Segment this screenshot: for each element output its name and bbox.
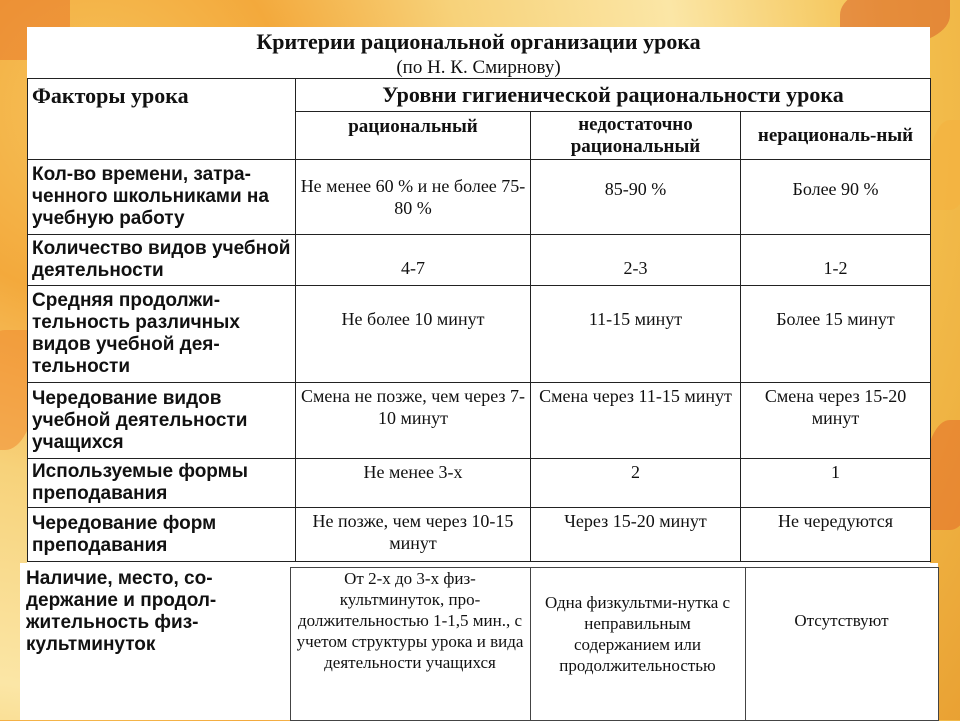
value-cell: 85-90 % <box>531 160 741 235</box>
table-row <box>28 459 931 508</box>
value-cell: Более 90 % <box>741 160 931 235</box>
factor-cell: Кол-во времени, затра-ченного школьниками на учебную работу <box>28 160 296 235</box>
factor-cell: Количество видов учебной деятельности <box>28 235 296 286</box>
value-cell: Не менее 3-х <box>296 459 531 508</box>
value-cell: 2 <box>531 459 741 508</box>
value-cell: Не менее 60 % и не более 75-80 % <box>296 160 531 235</box>
criteria-table-continuation <box>20 567 939 721</box>
factor-cell: Чередование форм преподавания <box>28 508 296 562</box>
value-cell: Отсутствуют <box>745 568 938 721</box>
table-row <box>28 235 931 286</box>
factor-cell: Наличие, место, со-держание и продол-жительность физ-культминуток <box>26 567 217 655</box>
factor-cell: Средняя продолжи-тельность различных видов учебной дея-тельности <box>28 286 296 383</box>
value-cell: 1-2 <box>741 235 931 286</box>
header-insufficient: недостаточно рациональный <box>531 112 741 160</box>
factor-cell: Чередование видов учебной деятельности учащихся <box>28 383 296 459</box>
table-row <box>28 508 931 562</box>
table-row <box>28 286 931 383</box>
value-cell: Смена через 11-15 минут <box>531 383 741 459</box>
value-cell: 11-15 минут <box>531 286 741 383</box>
header-irrational: нерациональ-ный <box>741 112 931 160</box>
slide-subtitle: (по Н. К. Смирнову) <box>396 57 561 78</box>
table-row <box>28 160 931 235</box>
value-cell: Одна физкультми-нутка с неправильным содержанием или продолжительностью <box>530 568 745 721</box>
table-row <box>28 383 931 459</box>
value-cell: Смена не позже, чем через 7-10 минут <box>296 383 531 459</box>
slide-title: Критерии рациональной организации урока <box>256 29 701 54</box>
value-cell: 2-3 <box>531 235 741 286</box>
value-cell: 4-7 <box>296 235 531 286</box>
value-cell: 1 <box>741 459 931 508</box>
value-cell: Смена через 15-20 минут <box>741 383 931 459</box>
header-factors: Факторы урока <box>28 79 296 160</box>
value-cell: От 2-х до 3-х физ-культминуток, про-должительностью 1-1,5 мин., с учетом структуры урока и вида деятельности учащихся <box>290 568 530 721</box>
header-rational: рациональный <box>296 112 531 160</box>
factor-cell: Используемые формы преподавания <box>28 459 296 508</box>
value-cell: Не более 10 минут <box>296 286 531 383</box>
header-levels: Уровни гигиенической рациональности урока <box>296 79 931 112</box>
value-cell: Более 15 минут <box>741 286 931 383</box>
criteria-table <box>27 78 931 562</box>
value-cell: Не чередуются <box>741 508 931 562</box>
value-cell: Через 15-20 минут <box>531 508 741 562</box>
table-row <box>20 568 938 721</box>
leaf-decoration <box>930 120 960 210</box>
value-cell: Не позже, чем через 10-15 минут <box>296 508 531 562</box>
